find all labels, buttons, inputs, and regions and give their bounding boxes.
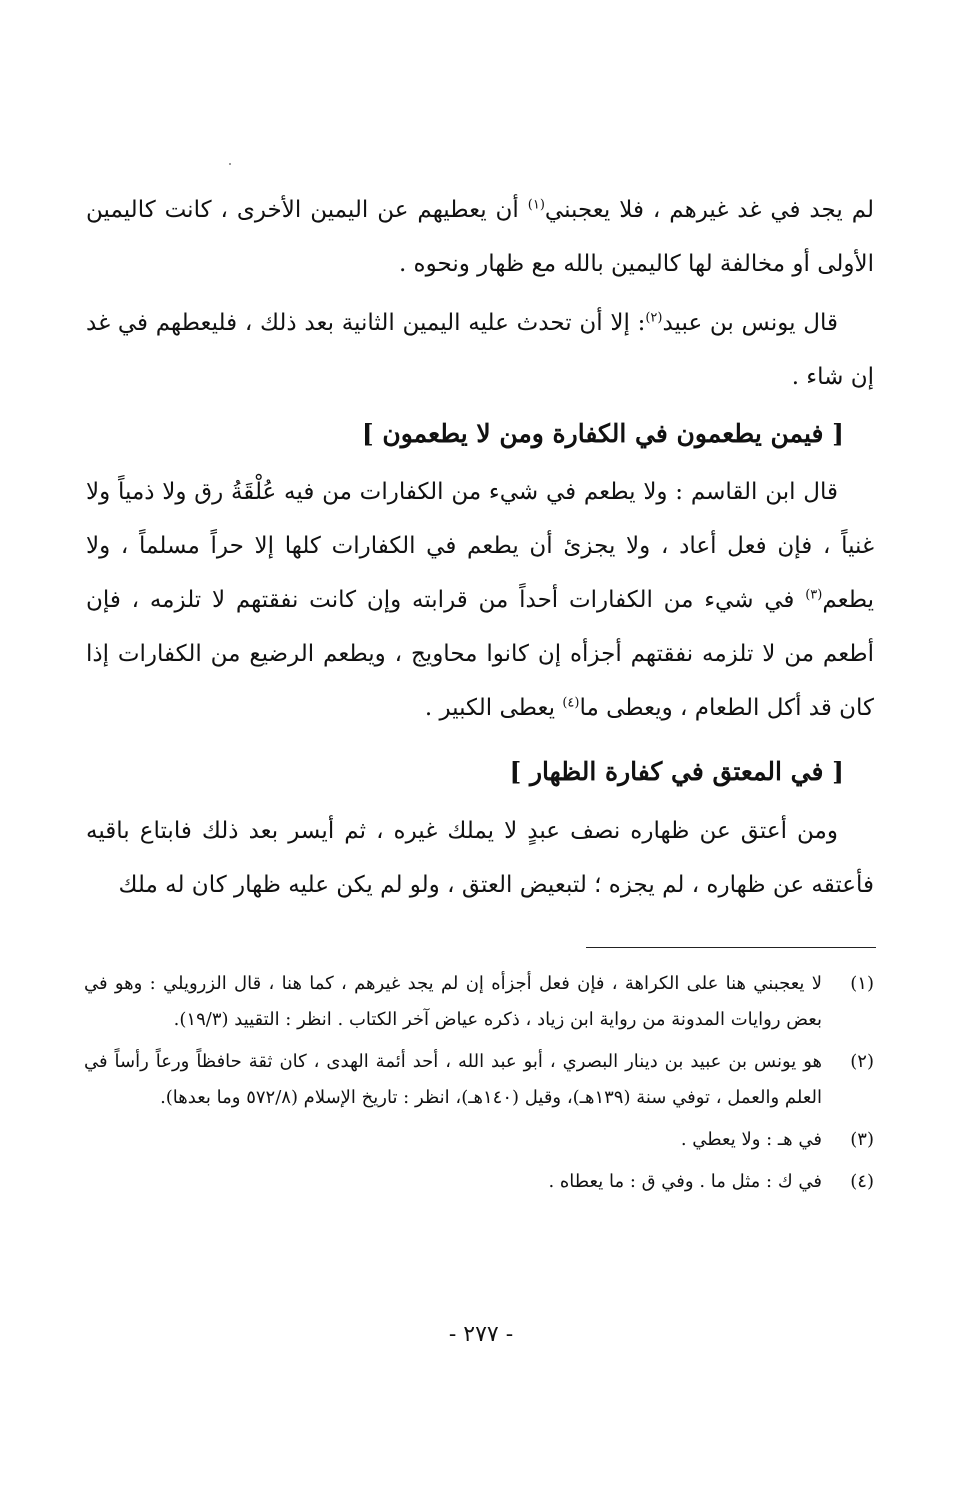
footnote-separator: [586, 947, 876, 948]
footnote-ref-4[interactable]: (٤): [562, 695, 580, 711]
footnote-number: (٣): [850, 1129, 874, 1150]
text-run: : إلا أن تحدث عليه اليمين الثانية بعد ذلك ، فليعطهم في غد إن شاء .: [86, 310, 874, 390]
footnote-1: [84, 966, 874, 1038]
text-run: في شيء من الكفارات أحداً من قرابته وإن كانت نفقتهم لا تلزمه ، فإن أطعم من لا تلزمه نفقتهم أجزأه إن كانوا محاويج ، ويطعم الرضيع من الكفارات إذا كان قد أكل الطعام ، ويعطى ما: [86, 587, 874, 721]
footnote-ref-3[interactable]: (٣): [805, 587, 823, 603]
paragraph-1-text: [86, 183, 874, 291]
paragraph-4: [86, 804, 874, 912]
paragraph-4-text: ومن أعتق عن ظهاره نصف عبدٍ لا يملك غيره ، ثم أيسر بعد ذلك فابتاع باقيه فأعتقه عن ظهاره ، لم يجزه ؛ لتبعيض العتق ، ولو لم يكن عليه ظهار كان له ملك: [86, 818, 874, 898]
footnote-ref-1[interactable]: (١): [527, 197, 545, 213]
footnote-number: (٤): [850, 1171, 874, 1192]
text-run: أن يعطيهم عن اليمين الأخرى ، كانت كاليمين الأولى أو مخالفة لها كاليمين بالله مع ظهار ونحوه .: [86, 197, 874, 277]
text-run: قال يونس بن عبيد: [662, 310, 838, 336]
footnote-text: في هـ : ولا يعطي .: [680, 1129, 822, 1150]
footnote-text: هو يونس بن عبيد بن دينار البصري ، أبو عبد الله ، أحد أئمة الهدى ، كان ثقة حافظاً ورعاً رأساً في العلم والعمل ، توفي سنة (١٣٩هـ)، وقيل (١٤٠هـ)، انظر : تاريخ الإسلام (٥٧٢/٨ وما بعدها).: [84, 1051, 823, 1108]
footnote-number: (٢): [850, 1051, 874, 1072]
paragraph-3: [86, 465, 874, 735]
text-run: قال ابن القاسم : ولا يطعم في شيء من الكفارات من فيه عُلْقَةُ رق ولا ذمياً ولا غنياً ، فإن فعل أعاد ، ولا يجزئ أن يطعم في الكفارات كلها إلا حراً مسلماً ، ولا يطعم: [86, 479, 874, 613]
paragraph-1: [86, 183, 874, 291]
footnote-2: [84, 1044, 874, 1116]
footnote-number: (١): [850, 973, 874, 994]
paragraph-2: [86, 296, 874, 404]
footnote-text: لا يعجبني هنا على الكراهة ، فإن فعل أجزأه إن لم يجد غيرهم ، كما هنا ، قال الزرويلي : وهو في بعض روايات المدونة من رواية ابن زياد ، ذكره عياض آخر الكتاب . انظر : التقييد (١٩/٣).: [84, 973, 822, 1030]
page-number: - ٢٧٧ -: [448, 1322, 514, 1347]
footnote-3: [84, 1122, 874, 1158]
text-run: يعطى الكبير .: [424, 695, 563, 721]
paragraph-3-text: [86, 465, 874, 735]
section-heading-1: [ فيمن يطعمون في الكفارة ومن لا يطعمون ]: [361, 419, 844, 448]
ink-speck: [229, 163, 231, 165]
text-run: لم يجد في غد غيرهم ، فلا يعجبني: [544, 197, 875, 223]
footnotes: [84, 966, 874, 1206]
footnote-4: [84, 1164, 874, 1200]
footnote-text: في ك : مثل ما . وفي ق : ما يعطاه .: [548, 1171, 822, 1192]
footnote-ref-2[interactable]: (٢): [645, 310, 663, 326]
paragraph-2-text: [86, 296, 874, 404]
section-heading-2: [ في المعتق في كفارة الظهار ]: [509, 757, 844, 786]
